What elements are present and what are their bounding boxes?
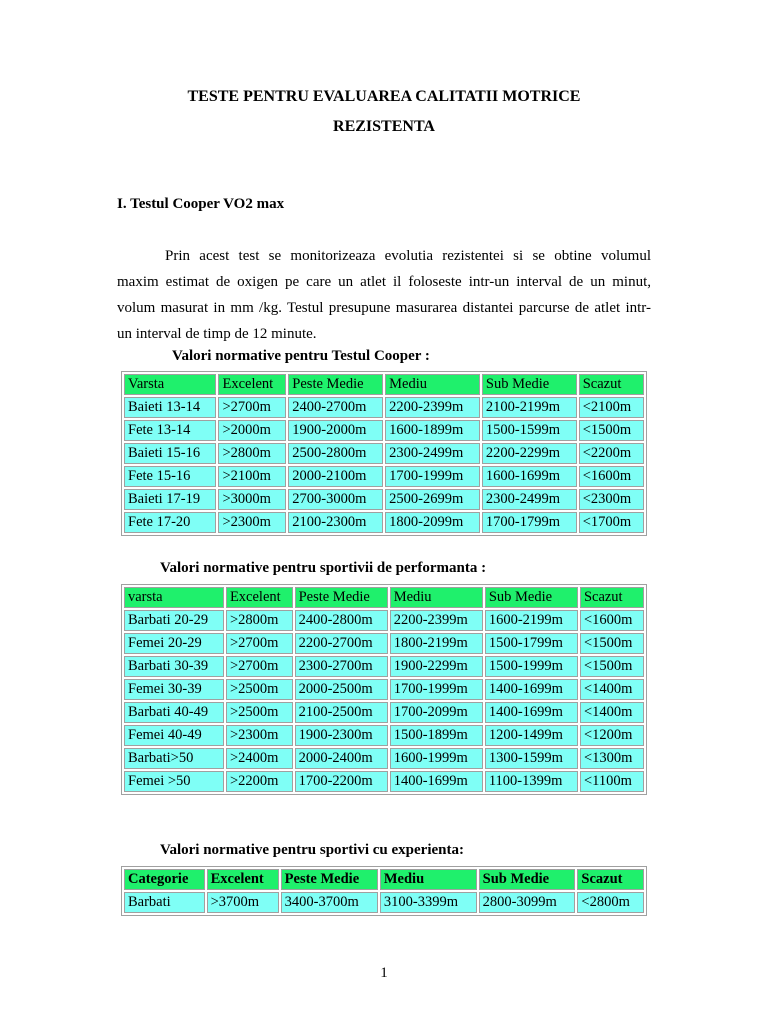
- table-row: [124, 633, 644, 654]
- table-cell: 1700-2099m: [390, 702, 483, 723]
- experience-norm-table: [121, 866, 647, 916]
- document-subtitle: REZISTENTA: [333, 118, 435, 135]
- table-cell: 1500-1899m: [390, 725, 483, 746]
- table-cell: 2200-2700m: [295, 633, 388, 654]
- table-cell: <1500m: [580, 633, 644, 654]
- table-cell: <1200m: [580, 725, 644, 746]
- table-row: [124, 892, 644, 913]
- header-cell: Peste Medie: [288, 374, 383, 395]
- paragraph-line-2: maxim estimat de oxigen pe care un atlet il foloseste intr-un interval de un minut,: [117, 274, 651, 290]
- table-cell: Femei 40-49: [124, 725, 224, 746]
- header-cell: Mediu: [385, 374, 480, 395]
- table-cell: >2700m: [226, 656, 293, 677]
- table-cell: 1400-1699m: [485, 679, 578, 700]
- table-cell: 1900-2299m: [390, 656, 483, 677]
- page-number: 1: [380, 965, 388, 981]
- table-cell: Barbati>50: [124, 748, 224, 769]
- table-cell: 2300-2499m: [482, 489, 577, 510]
- table-cell: 2200-2399m: [385, 397, 480, 418]
- table-cell: <1100m: [580, 771, 644, 792]
- table-cell: Femei 20-29: [124, 633, 224, 654]
- table-cell: 2100-2500m: [295, 702, 388, 723]
- header-cell: varsta: [124, 587, 224, 608]
- table-row: [124, 420, 644, 441]
- table-row: [124, 489, 644, 510]
- header-cell: Excelent: [218, 374, 286, 395]
- table-cell: 1100-1399m: [485, 771, 578, 792]
- table-cell: 1500-1799m: [485, 633, 578, 654]
- table-cell: 1600-2199m: [485, 610, 578, 631]
- table-cell: 2500-2800m: [288, 443, 383, 464]
- table-cell: Fete 13-14: [124, 420, 216, 441]
- header-cell: Sub Medie: [479, 869, 576, 890]
- table-cell: >2800m: [226, 610, 293, 631]
- table-cell: 2200-2299m: [482, 443, 577, 464]
- table-row: [124, 610, 644, 631]
- table-header-row: [124, 869, 644, 890]
- header-cell: Sub Medie: [482, 374, 577, 395]
- table-cell: >2700m: [226, 633, 293, 654]
- header-cell: Mediu: [390, 587, 483, 608]
- header-cell: Scazut: [579, 374, 644, 395]
- table-cell: <2200m: [579, 443, 644, 464]
- table-cell: >3700m: [207, 892, 279, 913]
- table-cell: 1700-1799m: [482, 512, 577, 533]
- table-cell: 1200-1499m: [485, 725, 578, 746]
- table-row: [124, 397, 644, 418]
- table-row: [124, 679, 644, 700]
- table-cell: 2400-2700m: [288, 397, 383, 418]
- table-cell: <1600m: [579, 466, 644, 487]
- paragraph-line-1: Prin acest test se monitorizeaza evolutia rezistentei si se obtine volumul: [165, 248, 651, 264]
- performance-norm-table: [121, 584, 647, 795]
- table-row: [124, 656, 644, 677]
- table-caption-performance: Valori normative pentru sportivii de performanta :: [160, 560, 487, 576]
- table-cell: Fete 15-16: [124, 466, 216, 487]
- table-cell: 2000-2400m: [295, 748, 388, 769]
- table-cell: 1400-1699m: [390, 771, 483, 792]
- table-row: [124, 748, 644, 769]
- table-cell: Baieti 13-14: [124, 397, 216, 418]
- table-cell: <2800m: [577, 892, 644, 913]
- cooper-norm-table: [121, 371, 647, 536]
- header-cell: Categorie: [124, 869, 205, 890]
- table-cell: 1500-1999m: [485, 656, 578, 677]
- header-cell: Scazut: [580, 587, 644, 608]
- table-cell: 2700-3000m: [288, 489, 383, 510]
- table-cell: <1500m: [579, 420, 644, 441]
- table-row: [124, 512, 644, 533]
- table-cell: 2300-2700m: [295, 656, 388, 677]
- table-cell: 2000-2500m: [295, 679, 388, 700]
- table-cell: 1700-1999m: [385, 466, 480, 487]
- table-cell: <1500m: [580, 656, 644, 677]
- table-row: [124, 702, 644, 723]
- table-cell: >2800m: [218, 443, 286, 464]
- header-cell: Peste Medie: [281, 869, 378, 890]
- table-cell: 1700-2200m: [295, 771, 388, 792]
- table-row: [124, 443, 644, 464]
- table-cell: 2100-2300m: [288, 512, 383, 533]
- table-cell: >2200m: [226, 771, 293, 792]
- table-cell: 1500-1599m: [482, 420, 577, 441]
- header-cell: Excelent: [226, 587, 293, 608]
- table-row: [124, 725, 644, 746]
- table-cell: 1600-1899m: [385, 420, 480, 441]
- document-title: TESTE PENTRU EVALUAREA CALITATII MOTRICE: [187, 88, 581, 105]
- table-cell: 2800-3099m: [479, 892, 576, 913]
- table-cell: Femei >50: [124, 771, 224, 792]
- table-cell: >2700m: [218, 397, 286, 418]
- table-cell: 2400-2800m: [295, 610, 388, 631]
- header-cell: Peste Medie: [295, 587, 388, 608]
- paragraph-line-3: volum masurat in mm /kg. Testul presupune masurarea distantei parcurse de atlet intr-: [117, 300, 651, 316]
- table-cell: 2100-2199m: [482, 397, 577, 418]
- table-cell: <2300m: [579, 489, 644, 510]
- table-header-row: [124, 374, 644, 395]
- header-cell: Scazut: [577, 869, 644, 890]
- paragraph-line-4: un interval de timp de 12 minute.: [117, 326, 317, 342]
- table-cell: 1600-1999m: [390, 748, 483, 769]
- table-cell: Barbati 40-49: [124, 702, 224, 723]
- table-header-row: [124, 587, 644, 608]
- table-cell: <1600m: [580, 610, 644, 631]
- table-cell: 1600-1699m: [482, 466, 577, 487]
- table-cell: >2100m: [218, 466, 286, 487]
- table-cell: >2000m: [218, 420, 286, 441]
- table-cell: >2300m: [226, 725, 293, 746]
- table-cell: Barbati 20-29: [124, 610, 224, 631]
- table-cell: 1400-1699m: [485, 702, 578, 723]
- table-cell: Barbati: [124, 892, 205, 913]
- table-cell: 2300-2499m: [385, 443, 480, 464]
- table-cell: 2200-2399m: [390, 610, 483, 631]
- table-cell: Barbati 30-39: [124, 656, 224, 677]
- table-cell: 3400-3700m: [281, 892, 378, 913]
- table-caption-experience: Valori normative pentru sportivi cu experienta:: [160, 842, 464, 858]
- table-cell: Baieti 15-16: [124, 443, 216, 464]
- table-row: [124, 466, 644, 487]
- table-cell: Baieti 17-19: [124, 489, 216, 510]
- table-caption-cooper: Valori normative pentru Testul Cooper :: [172, 348, 430, 364]
- table-cell: 1800-2099m: [385, 512, 480, 533]
- header-cell: Varsta: [124, 374, 216, 395]
- table-cell: <1400m: [580, 702, 644, 723]
- table-row: [124, 771, 644, 792]
- table-cell: >2500m: [226, 679, 293, 700]
- table-cell: 1700-1999m: [390, 679, 483, 700]
- table-cell: 2500-2699m: [385, 489, 480, 510]
- table-cell: 1800-2199m: [390, 633, 483, 654]
- table-cell: >2300m: [218, 512, 286, 533]
- section-heading: I. Testul Cooper VO2 max: [117, 196, 285, 212]
- table-cell: 3100-3399m: [380, 892, 477, 913]
- table-cell: <1700m: [579, 512, 644, 533]
- table-cell: Femei 30-39: [124, 679, 224, 700]
- table-cell: 1900-2000m: [288, 420, 383, 441]
- header-cell: Mediu: [380, 869, 477, 890]
- table-cell: 1900-2300m: [295, 725, 388, 746]
- table-cell: <2100m: [579, 397, 644, 418]
- header-cell: Sub Medie: [485, 587, 578, 608]
- table-cell: >3000m: [218, 489, 286, 510]
- table-cell: >2500m: [226, 702, 293, 723]
- table-cell: <1400m: [580, 679, 644, 700]
- header-cell: Excelent: [207, 869, 279, 890]
- table-cell: 2000-2100m: [288, 466, 383, 487]
- table-cell: Fete 17-20: [124, 512, 216, 533]
- table-cell: <1300m: [580, 748, 644, 769]
- table-cell: 1300-1599m: [485, 748, 578, 769]
- table-cell: >2400m: [226, 748, 293, 769]
